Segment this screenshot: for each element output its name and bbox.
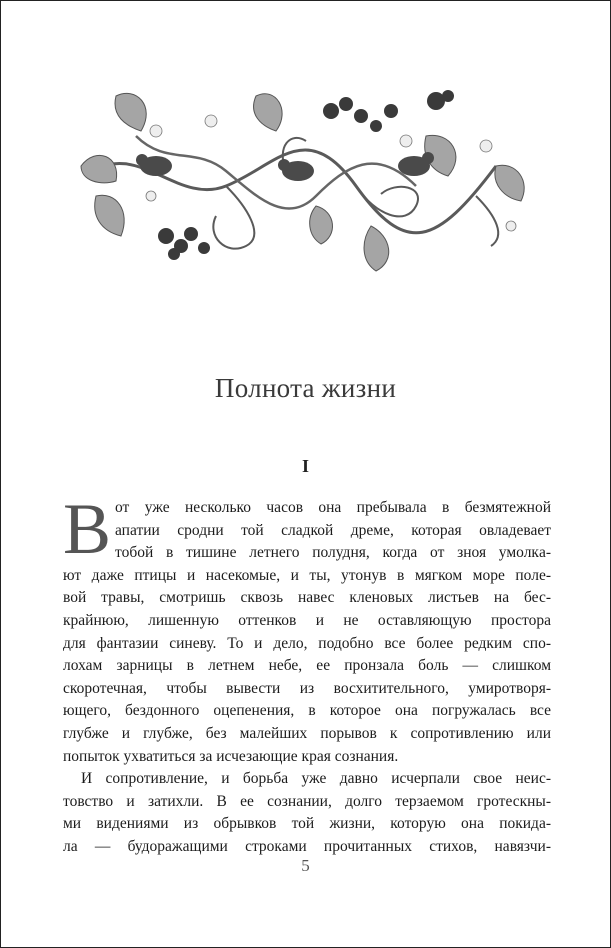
body-text (63, 489, 551, 859)
text-line: скоротечная, чтобы вывести из восхитительного, умиротворя- (63, 679, 551, 697)
text-line: вой травы, смотришь сквозь навес кленовых листьев на бес- (63, 589, 551, 607)
text-line: товство и затихли. В ее сознании, долго терзаемом гротескны- (63, 792, 551, 810)
vine-ornament-icon (76, 76, 536, 276)
text-line: крайнюю, лишенную оттенков и не оставляющую простора (63, 611, 551, 629)
drop-cap: В (63, 489, 112, 569)
section-number: I (301, 456, 309, 476)
text-line: И сопротивление, и борьба уже давно исчерпали свое неис- (81, 770, 551, 788)
text-line: тобой в тишине летнего полудня, когда от зноя умолкa- (115, 544, 551, 562)
text-line: ла — будоражащими строками прочитанных стихов, навязчи- (63, 837, 551, 855)
text-line: попыток ухватиться за исчезающие края сознания. (63, 747, 399, 765)
text-line: глубже и глубже, без малейших порывов к сопротивлению или (63, 724, 551, 742)
text-line: от уже несколько часов она пребывала в безмятежной (115, 499, 551, 516)
chapter-title: Полнота жизни (214, 373, 397, 403)
text-line: ют даже птицы и насекомые, и ты, утонув в мягком море поле- (63, 566, 551, 584)
page-number: 5 (301, 856, 310, 875)
text-line: ми видениями из обрывков той жизни, которую она покида- (63, 815, 551, 833)
text-line: ющего, бездонного оцепенения, в которое она погружалась все (63, 702, 551, 720)
text-line: для фантазии синеву. То и дело, подобно все более редким спо- (63, 634, 551, 652)
text-line: лохам зарницы в летнем небе, ее пронзала боль — слишком (63, 657, 551, 675)
text-line: апатии сродни той сладкой дреме, которая овладевает (115, 521, 551, 539)
